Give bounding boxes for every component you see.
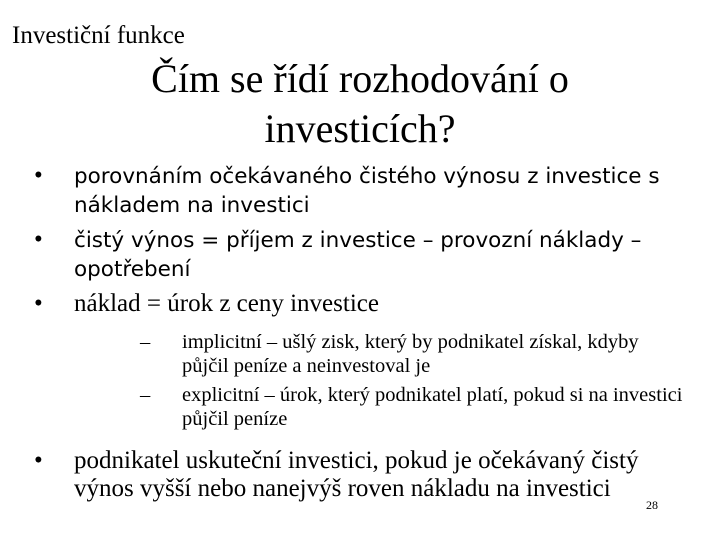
sub-bullet-item [74,330,690,378]
bullet-text: čistý výnos = příjem z investice – provozní náklady – opotřebení [74,228,642,282]
sub-bullet-list [74,330,690,431]
bullet-item [30,162,690,220]
section-label: Investiční funkce [12,22,185,49]
bullet-item [30,447,690,503]
bullet-marker: • [34,226,43,253]
sub-bullet-item [74,383,690,431]
bullet-text: podnikatel uskuteční investici, pokud je očekávaný čistý výnos vyšší nebo nanejvýš roven nákladu na investici [74,447,639,502]
sub-bullet-text: explicitní – úrok, který podnikatel platí, pokud si na investici půjčil peníze [182,384,683,430]
bullet-text: náklad = úrok z ceny investice [74,290,379,317]
bullet-item [30,290,690,431]
bullet-marker: • [34,447,43,474]
bullet-marker: • [34,162,43,189]
bullet-text: porovnáním očekávaného čistého výnosu z investice s nákladem na investici [74,164,660,218]
sub-bullet-marker: – [140,331,151,353]
sub-bullet-marker: – [140,384,151,406]
bullet-item [30,226,690,284]
slide-title: Čím se řídí rozhodování o investicích? [151,56,569,151]
bullet-marker: • [34,290,43,317]
bullet-list [30,162,690,509]
page-number: 28 [646,498,658,512]
sub-bullet-text: implicitní – ušlý zisk, který by podnikatel získal, kdyby půjčil peníze a neinvestoval je [182,331,639,377]
